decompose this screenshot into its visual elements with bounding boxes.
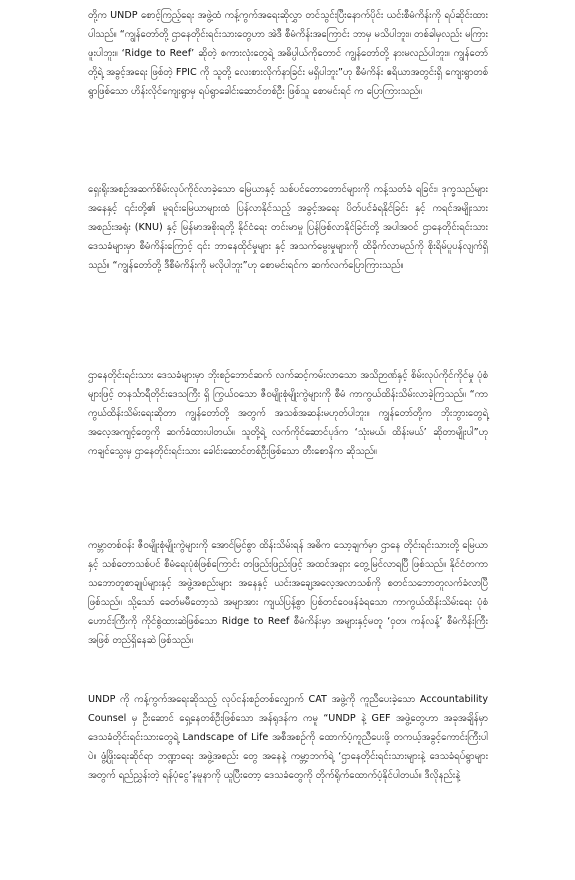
article-body <box>88 6 488 880</box>
paragraph-spacer <box>88 518 488 536</box>
paragraph-spacer <box>88 158 488 180</box>
paragraph-2: ရှေးရိုးအစဉ်အဆက်စိမ်းလုပ်ကိုင်လာခဲ့သော မြေယာနှင့် သစ်ပင်တောတောင်များကို ကန့်သတ်ခံ ရခြင်း၊ ဒုက္ခသည်များ အနေနှင့် ၎င်းတို့၏ မူရင်းမြေယာများထံ ပြန်လာနိုင်သည့် အခွင့်အရေး ပိတ်ပင်ခံရနိုင်ခြင်း နှင့် ကရင်အမျိုးသား အစည်းအရုံး (KNU) နှင့် မြန်မာအစိုးရတို့ နိုင်ငံရေး တင်းမာမှု ပြန်ဖြစ်လာနိုင်ခြင်းတို့ အပါအဝင် ဌာနေတိုင်းရင်းသား ဒေသခံများမှာ စီမံကိန်းကြောင့် ၎င်း ဘာနေထိုင်မှုများ နှင့် အသက်မွေးမှုများကို ထိခိုက်လာမည်ကို စိုးရိမ်ပူပန်လျက်ရှိသည်။ “ကျွန်တော်တို့ ဒီစီမံကိန်းကို မလိုပါဘူး”ဟု စောမင်းရင်က ဆက်လက်ပြောကြားသည်။ <box>88 184 488 271</box>
paragraph-3: ဌာနေတိုင်းရင်းသား ဒေသခံများမှာ ဘိုးစဉ်ဘောင်ဆက် လက်ဆင့်ကမ်းလာသော အသိဉာဏ်နှင့် စိမ်းလုပ်ကိုင်ကိုင်မှု ပုံစံများဖြင့် တနင်္သာရီတိုင်းဒေသကြီး ရှိ ကြွယ်ဝသော ဇီဝမျိုးစုံမျိုးကွဲများကို စီမံ ကာကွယ်ထိန်းသိမ်းလာခဲ့ကြသည်။ “ကာကွယ်ထိန်းသိမ်းရေးဆိုတာ ကျွန်တော်တို့ အတွက် အသစ်အဆန်းမဟုတ်ပါဘူး။ ကျွန်တော်တို့က ဘိုးဘွားတွေရဲ့ အလေ့အကျင့်တွေကို ဆက်ခံထားပါတယ်။ သူတို့ရဲ့ လက်ကိုင်ဆောင်ပုဒ်က ‘သုံးမယ်၊ ထိန်းမယ်’ ဆိုတာမျိုးပါ”ဟု ကချင်သွေးမှ ဌာနေတိုင်းရင်းသား ခေါင်းဆောင်တစ်ဦးဖြစ်သော တီးစောနိက ဆိုသည်။ <box>88 370 488 457</box>
paragraph-5: UNDP ကို ကန့်ကွက်အရေးဆိုသည့် လုပ်ငန်းစဉ်တစ်လျှောက် CAT အဖွဲ့ကို ကူညီပေးခဲ့သော Accountability Counsel မှ ဦးဆောင် ရှေ့နေတစ်ဦးဖြစ်သော အန်ရုဒန်က ကမူ “UNDP နဲ့ GEF အဖွဲ့တွေဟာ အခုအချိန်မှာ ဒေသခံတိုင်းရင်းသားတွေရဲ့ Landscape of Life အစီအစဉ်ကို ထောက်ပံ့ကူညီပေးဖို့ တကယ့်အခွင့်ကောင်းကြီးပါပဲ။ ဖွံ့ဖြိုးရေးဆိုင်ရာ ဘဏ္ဍာရေး အဖွဲ့အစည်း တွေ အနေနဲ့ ကမ္ဘာ့ဘက်ရဲ့ ‘ဌာနေတိုင်းရင်းသားများနဲ့ ဒေသခံရပ်ရွာများအတွက် ရည်ညွှန်းတဲ့ ရန်ပုံငွေ’နမူနာကို ယူပြီးတော့ ဒေသခံတွေကို တိုက်ရိုက်ထောက်ပံ့နိုင်ပါတယ်။ ဒီလိုနည်းနဲ့ <box>88 694 488 781</box>
paragraph-spacer <box>88 671 488 690</box>
paragraph-1: တို့က UNDP စောင့်ကြည့်ရေး အဖွဲ့ထံ ကန့်ကွက်အရေးဆိုလွှာ တင်သွင်းပြီးနောက်ပိုင်း ယင်းစီမံကိန်းကို ရပ်ဆိုင်းထားပါသည်။ “ကျွန်တော်တို့ ဌာနေတိုင်းရင်းသားတွေဟာ အဲဒီ စီမံကိန်းအကြောင်း ဘာမှ မသိပါဘူး။ တစ်ခါမှလည်း မကြားဖူးပါဘူး။ ‘Ridge to Reef’ ဆိုတဲ့ စကားလုံးတွေရဲ့ အဓိပ္ပါယ်ကိုတောင် ကျွန်တော်တို့ နားမလည်ပါဘူး။ ကျွန်တော်တို့ရဲ့ အခွင့်အရေး ဖြစ်တဲ့ FPIC ကို သူတို့ လေးစားလိုက်နာခြင်း မရှိပါဘူး”ဟု စီမံကိန်း ဧရိယာအတွင်းရှိ ကျေးရွာတစ်ရွာဖြစ်သော ဟိန်းလိုင်ကျေးရွာမှ ရပ်ရွာခေါင်းဆောင်တစ်ဦး ဖြစ်သူ စောမင်းရင် က ပြောကြားသည်။ <box>88 10 488 97</box>
paragraph-spacer <box>88 350 488 366</box>
paragraph-4: ကမ္ဘာတစ်ဝန်း ဇီဝမျိုးစုံမျိုးကွဲများကို အောင်မြင်စွာ ထိန်းသိမ်းရန် အဓိက သော့ချက်မှာ ဌာနေ တိုင်းရင်းသားတို့ မြေယာနှင့် သစ်တောသစ်ပင် စီမံရေးပုံစံဖြစ်ကြောင်း တဖြည်းဖြည်းဖြင့် အထင်အရှား တွေ့မြင်လာရပြီ ဖြစ်သည်။ နိုင်ငံတကာ သဘောတူစာချုပ်များနှင့် အဖွဲ့အစည်းများ အနေနှင့် ယင်းအချေ့အလေ့အလာသစ်ကို စတင်သဘောတူလက်ခံလာပြီဖြစ်သည်။ သို့သော် ခေတ်မမီတော့သဲ အမျာအား ကျယ်ပြန့်စွာ ပြစ်တင်ဝေဖန်ခံရသော ကာကွယ်ထိန်းသိမ်းရေး ပုံစံဟောင်းကြီးကို ကိုင်စွဲထားဆဲဖြစ်သော Ridge to Reef စီမံကိန်းမှာ အများနှင့်မတူ ‘ဝှတ၊ ကန်လန့်’ စီမံကိန်းကြီး အဖြစ် တည်ရှိနေဆဲ ဖြစ်သည်။ <box>88 540 488 646</box>
